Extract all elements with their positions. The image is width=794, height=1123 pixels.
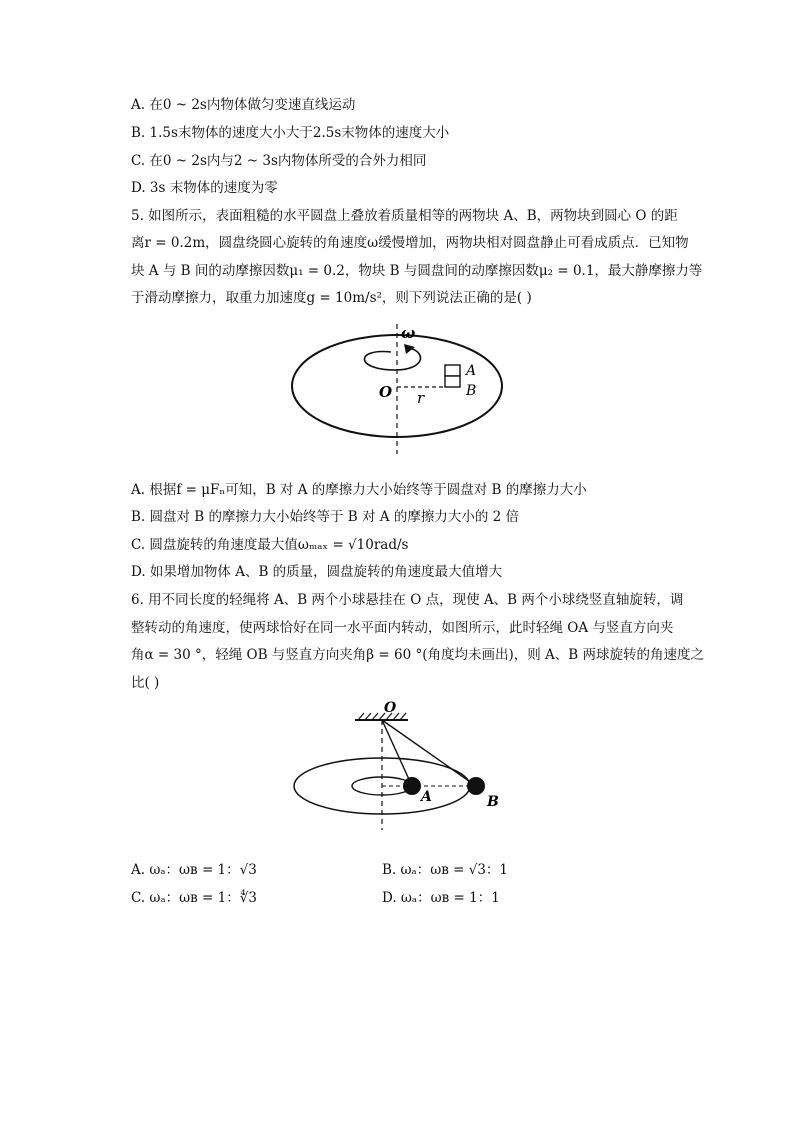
block-b-label: B <box>466 383 477 399</box>
q5-disc-figure <box>285 320 510 460</box>
ball-b <box>467 777 485 795</box>
q6-stem-line-2: 整转动的角速度，使两球恰好在同一水平面内转动，如图所示，此时轻绳 OA 与竖直方向夹 <box>131 620 674 636</box>
radius-r-label: r <box>417 389 425 407</box>
q6-stem-line-3: 角α = 30 °，轻绳 OB 与竖直方向夹角β = 60 °(角度均未画出)，则 A、B 两球旋转的角速度之 <box>131 647 705 663</box>
q6-option-a: A. ωₐ：ωʙ = 1：√3 <box>131 862 257 878</box>
ball-b-label: B <box>487 794 499 810</box>
q6-option-b: B. ωₐ：ωʙ = √3：1 <box>382 862 509 878</box>
rotation-arrow <box>364 348 420 370</box>
q6-option-c: C. ωₐ：ωʙ = 1：∜3 <box>131 890 257 906</box>
q5-option-a: A. 根据f = μFₙ可知，B 对 A 的摩擦力大小始终等于圆盘对 B 的摩擦力大小 <box>131 482 587 498</box>
pivot-o-label: O <box>384 700 397 716</box>
q6-pendulum-figure <box>290 700 515 835</box>
q4-option-a: A. 在0 ~ 2s内物体做匀变速直线运动 <box>131 97 356 113</box>
ball-a-label: A <box>421 789 432 805</box>
q6-stem-line-1: 6. 用不同长度的轻绳将 A、B 两个小球悬挂在 O 点，现使 A、B 两个小球绕竖直轴旋转，调 <box>131 592 684 608</box>
q5-stem-line-2: 离r = 0.2m，圆盘绕圆心旋转的角速度ω缓慢增加，两物块相对圆盘静止可看成质点．已知物 <box>131 235 689 251</box>
block-a <box>445 365 460 376</box>
rope-ob <box>382 720 476 786</box>
center-o-label: O <box>379 383 393 401</box>
omega-label: ω <box>401 324 416 342</box>
block-b <box>445 376 460 387</box>
q4-option-b: B. 1.5s末物体的速度大小大于2.5s末物体的速度大小 <box>131 125 450 141</box>
block-a-label: A <box>466 363 477 379</box>
q4-option-c: C. 在0 ~ 2s内与2 ~ 3s内物体所受的合外力相同 <box>131 153 427 169</box>
q5-option-c: C. 圆盘旋转的角速度最大值ωₘₐₓ = √10rad/s <box>131 537 409 553</box>
q5-stem-line-1: 5. 如图所示，表面粗糙的水平圆盘上叠放着质量相等的两物块 A、B，两物块到圆心 O 的距 <box>131 208 678 224</box>
q6-stem-line-4: 比( ) <box>131 675 160 691</box>
q6-option-d: D. ωₐ：ωʙ = 1：1 <box>382 890 500 906</box>
q5-stem-line-3: 块 A 与 B 间的动摩擦因数μ₁ = 0.2，物块 B 与圆盘间的动摩擦因数μ₂ = 0.1，最大静摩擦力等 <box>131 263 703 279</box>
q5-stem-line-4: 于滑动摩擦力，取重力加速度g = 10m/s²，则下列说法正确的是( ) <box>131 290 532 306</box>
q4-option-d: D. 3s 末物体的速度为零 <box>131 180 278 196</box>
q5-option-d: D. 如果增加物体 A、B 的质量，圆盘旋转的角速度最大值增大 <box>131 564 503 580</box>
q5-option-b: B. 圆盘对 B 的摩擦力大小始终等于 B 对 A 的摩擦力大小的 2 倍 <box>131 509 520 525</box>
ball-a <box>403 777 421 795</box>
ceiling-hatch <box>358 713 406 720</box>
